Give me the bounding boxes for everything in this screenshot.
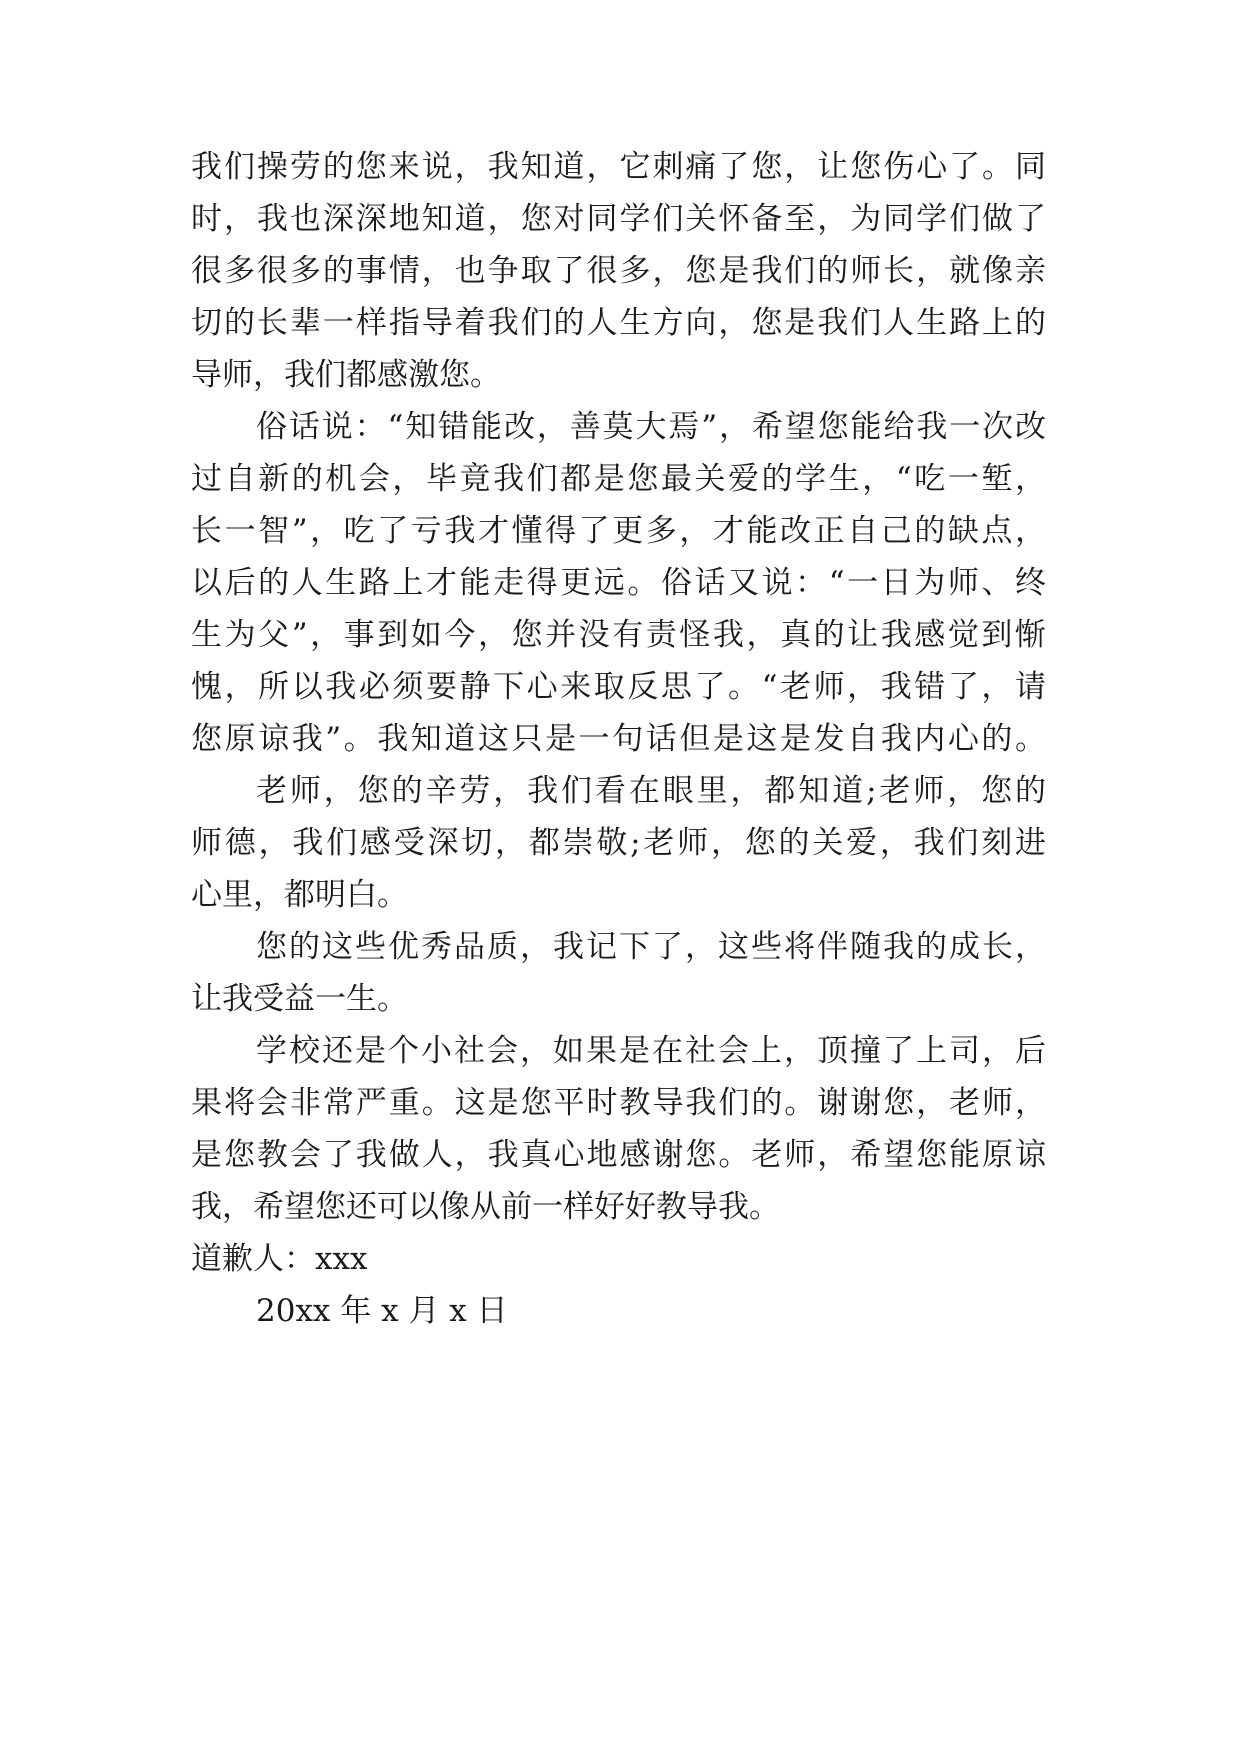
text-line: 以后的人生路上才能走得更远。俗话又说：“一日为师、终: [191, 565, 1046, 601]
text-line: 愧，所以我必须要静下心来取反思了。“老师，我错了，请: [191, 669, 1046, 705]
text-line: 长一智”，吃了亏我才懂得了更多，才能改正自己的缺点，: [191, 513, 1046, 549]
text-line: 切的长辈一样指导着我们的人生方向，您是我们人生路上的: [191, 305, 1046, 341]
text-line: 您原谅我”。我知道这只是一句话但是这是发自我内心的。: [191, 721, 1046, 757]
signature-line: 道歉人：xxx: [191, 1241, 368, 1277]
text-line: 学校还是个小社会，如果是在社会上，顶撞了上司，后: [256, 1033, 1046, 1069]
text-line: 导师，我们都感激您。: [191, 357, 501, 393]
text-line: 是您教会了我做人，我真心地感谢您。老师，希望您能原谅: [191, 1137, 1046, 1173]
text-line: 过自新的机会，毕竟我们都是您最关爱的学生，“吃一堑，: [191, 461, 1046, 497]
text-line: 生为父”，事到如今，您并没有责怪我，真的让我感觉到惭: [191, 617, 1046, 653]
text-line: 老师，您的辛劳，我们看在眼里，都知道;老师，您的: [256, 773, 1046, 809]
text-line: 果将会非常严重。这是您平时教导我们的。谢谢您，老师，: [191, 1085, 1046, 1121]
date-line: 20xx 年 x 月 x 日: [256, 1293, 508, 1329]
text-line: 时，我也深深地知道，您对同学们关怀备至，为同学们做了: [191, 201, 1046, 237]
text-line: 我们操劳的您来说，我知道，它刺痛了您，让您伤心了。同: [191, 149, 1046, 185]
text-line: 俗话说：“知错能改，善莫大焉”，希望您能给我一次改: [256, 409, 1046, 445]
text-line: 师德，我们感受深切，都崇敬;老师，您的关爱，我们刻进: [191, 825, 1046, 861]
text-line: 心里，都明白。: [191, 877, 408, 913]
text-line: 让我受益一生。: [191, 981, 408, 1017]
text-line: 我，希望您还可以像从前一样好好教导我。: [191, 1189, 780, 1225]
text-line: 您的这些优秀品质，我记下了，这些将伴随我的成长，: [256, 929, 1046, 965]
text-line: 很多很多的事情，也争取了很多，您是我们的师长，就像亲: [191, 253, 1046, 289]
